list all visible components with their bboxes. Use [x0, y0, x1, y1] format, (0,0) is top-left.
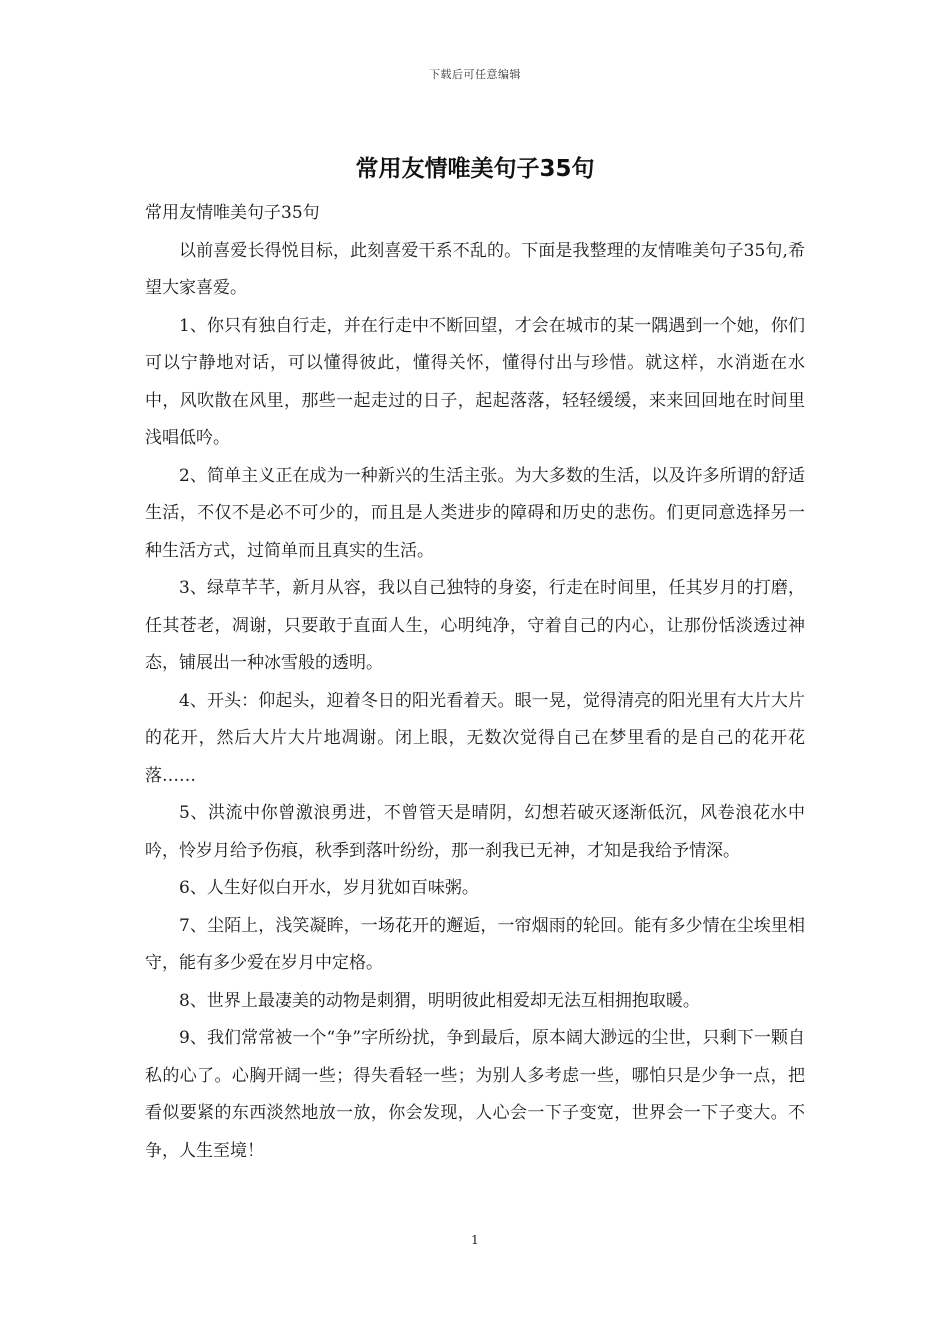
paragraph-9: 9、我们常常被一个“争”字所纷扰，争到最后，原本阔大渺远的尘世，只剩下一颗自私的心了。心胸开阔一些；得失看轻一些；为别人多考虑一些，哪怕只是少争一点，把看似要紧的东西淡然地放一放，你会发现，人心会一下子变宽，世界会一下子变大。不争，人生至境！	[145, 1028, 805, 1161]
paragraph-5: 5、洪流中你曾激浪勇进，不曾管天是晴阴，幻想若破灭逐渐低沉，风卷浪花水中吟，怜岁月给予伤痕，秋季到落叶纷纷，那一刹我已无神，才知是我给予情深。	[145, 803, 805, 861]
intro-paragraph: 以前喜爱长得悦目标，此刻喜爱干系不乱的。下面是我整理的友情唯美句子35句,希望大家喜爱。	[145, 240, 805, 298]
paragraph-4: 4、开头：仰起头，迎着冬日的阳光看着天。眼一晃，觉得清亮的阳光里有大片大片的花开，然后大片大片地凋谢。闭上眼，无数次觉得自己在梦里看的是自己的花开花落……	[145, 690, 805, 786]
header-note: 下载后可任意编辑	[429, 68, 521, 81]
subtitle: 常用友情唯美句子35句	[145, 203, 320, 223]
paragraph-8: 8、世界上最凄美的动物是刺猬，明明彼此相爱却无法互相拥抱取暖。	[179, 990, 700, 1011]
paragraph-3: 3、绿草芊芊，新月从容，我以自己独特的身姿，行走在时间里，任其岁月的打磨，任其苍老，凋谢，只要敢于直面人生，心明纯净，守着自己的内心，让那份恬淡透过神态，铺展出一种冰雪般的透明。	[145, 578, 805, 673]
paragraph-6: 6、人生好似白开水，岁月犹如百味粥。	[179, 878, 479, 898]
paragraph-7: 7、尘陌上，浅笑凝眸，一场花开的邂逅，一帘烟雨的轮回。能有多少情在尘埃里相守，能有多少爱在岁月中定格。	[145, 915, 805, 973]
page-number: 1	[471, 1233, 479, 1247]
paragraph-2: 2、简单主义正在成为一种新兴的生活主张。为大多数的生活，以及许多所谓的舒适生活，不仅不是必不可少的，而且是人类进步的障碍和历史的悲伤。们更同意选择另一种生活方式，过简单而且真实的生活。	[145, 465, 805, 561]
document-body	[145, 195, 805, 1170]
paragraph-1: 1、你只有独自行走，并在行走中不断回望，才会在城市的某一隅遇到一个她，你们可以宁静地对话，可以懂得彼此，懂得关怀，懂得付出与珍惜。就这样，水消逝在水中，风吹散在风里，那些一起走过的日子，起起落落，轻轻缓缓，来来回回地在时间里浅唱低吟。	[145, 315, 805, 448]
page-title: 常用友情唯美句子35句	[355, 156, 595, 182]
